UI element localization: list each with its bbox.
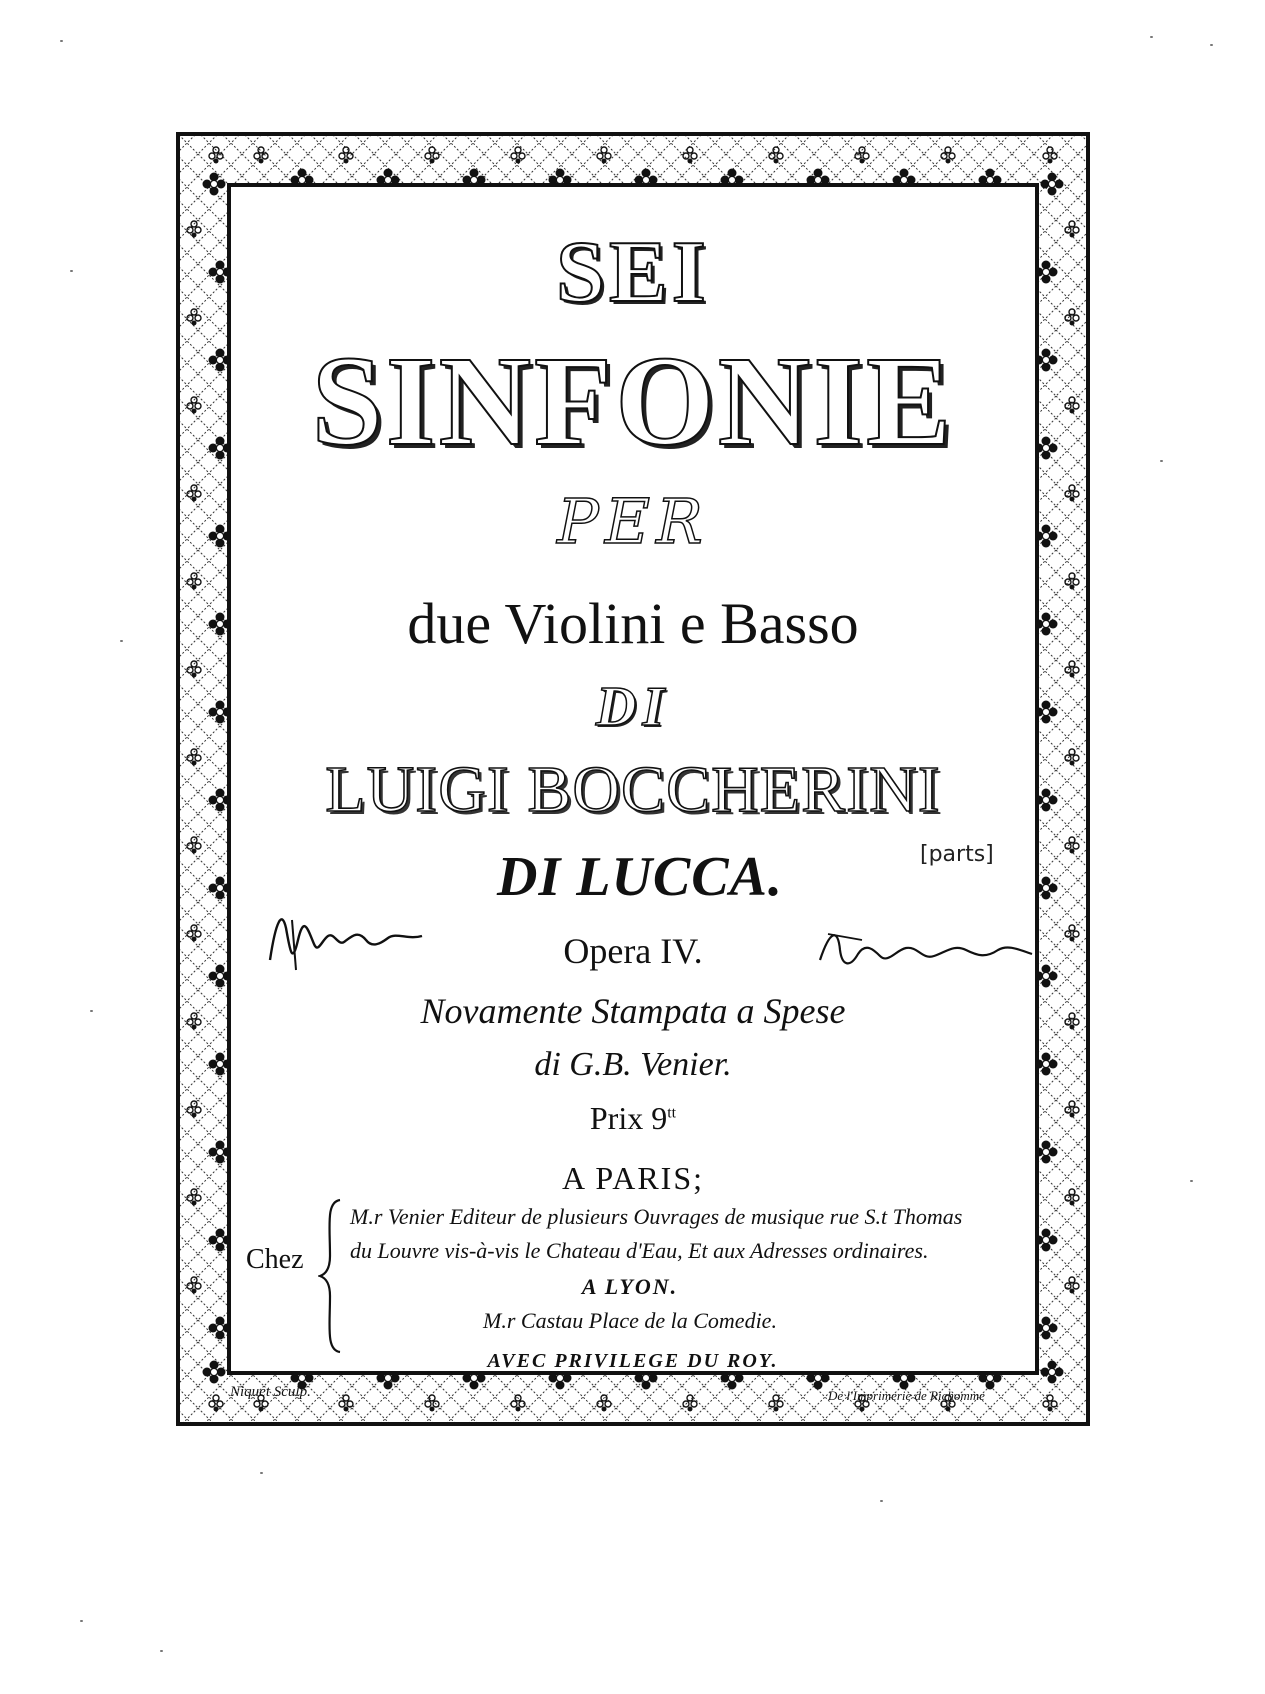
di-label: DI — [595, 676, 671, 738]
paris-address-line-2: du Louvre vis-à-vis le Chateau d'Eau, Et aux Adresses ordinaires. — [350, 1238, 929, 1263]
printer-credit: De l'Imprimerie de Richomme — [828, 1388, 985, 1403]
opus-number: Opera IV. — [563, 931, 703, 971]
curly-brace — [318, 1196, 344, 1356]
chez-label: Chez — [246, 1244, 304, 1275]
composer-origin: DI LUCCA. — [497, 846, 783, 908]
scan-speck — [1190, 1180, 1193, 1182]
handwritten-parts-note: [parts] — [920, 842, 994, 867]
paris-address-line-1: M.r Venier Editeur de plusieurs Ouvrages de musique rue S.t Thomas — [350, 1204, 963, 1229]
scan-speck — [90, 1010, 93, 1012]
price — [240, 1100, 1026, 1146]
scan-speck — [260, 1472, 263, 1474]
printing-note: Novamente Stampata a Spese — [420, 991, 846, 1031]
price-unit: tt — [667, 1104, 677, 1122]
engraver-credit: Niquet Sculp. — [230, 1384, 311, 1400]
scan-speck — [70, 270, 73, 272]
scan-speck — [1210, 44, 1213, 46]
scan-speck — [60, 40, 63, 42]
per-label: PER — [557, 485, 709, 558]
scan-speck — [120, 640, 123, 642]
royal-privilege: AVEC PRIVILEGE DU ROY. — [487, 1350, 779, 1372]
price-label: Prix 9 — [589, 1100, 668, 1136]
scan-speck — [160, 1650, 163, 1652]
city-lyon: A LYON. — [581, 1274, 679, 1299]
lyon-address: M.r Castau Place de la Comedie. — [483, 1308, 777, 1333]
city-paris: A PARIS; — [562, 1160, 704, 1196]
scan-speck — [1150, 36, 1153, 38]
composer-name: LUIGI BOCCHERINI — [325, 753, 941, 826]
publisher-name: di G.B. Venier. — [534, 1046, 732, 1083]
scan-speck — [80, 1620, 83, 1622]
scan-speck — [880, 1500, 883, 1502]
instrumentation: due Violini e Basso — [407, 591, 859, 656]
scan-speck — [1160, 460, 1163, 462]
title-line-1: SEI — [556, 224, 710, 321]
title-line-2: SINFONIE — [311, 330, 955, 472]
